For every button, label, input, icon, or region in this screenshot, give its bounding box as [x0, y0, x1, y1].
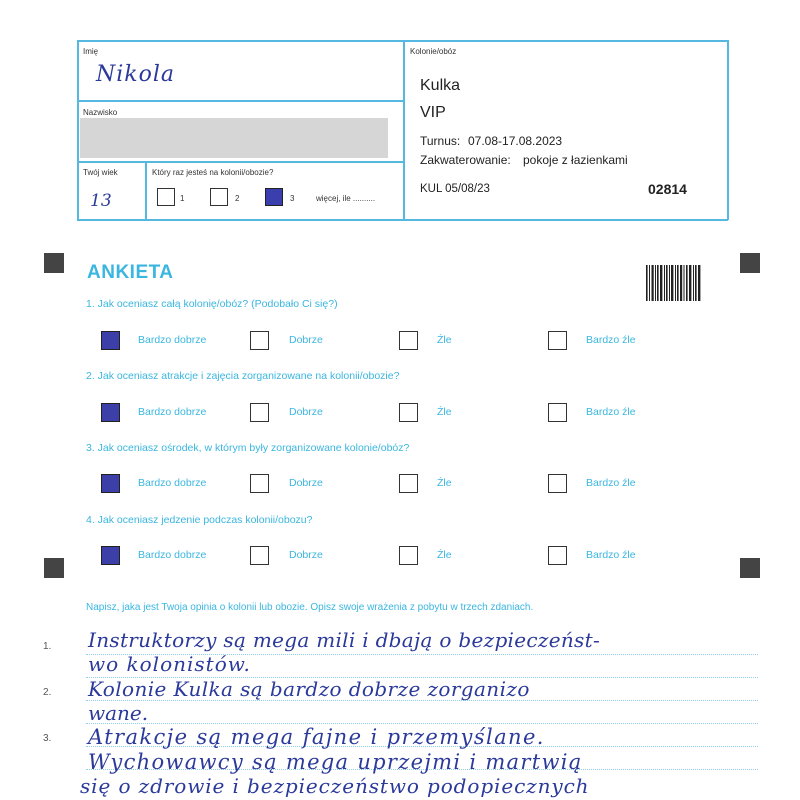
- handwritten-line-4: wane.: [88, 701, 149, 725]
- zakwaterowanie-value: pokoje z łazienkami: [523, 153, 628, 167]
- q4-checkbox-bardzo-dobrze[interactable]: [101, 546, 120, 565]
- line-number-1: 1.: [43, 641, 52, 652]
- q2-checkbox-bardzo-dobrze[interactable]: [101, 403, 120, 422]
- q1-checkbox-bardzo-dobrze[interactable]: [101, 331, 120, 350]
- q4-checkbox-dobrze[interactable]: [250, 546, 269, 565]
- handwritten-line-1: Instruktorzy są mega mili i dbają o bezpieczeńst-: [88, 628, 601, 652]
- ktory-raz-checkbox-3[interactable]: [265, 188, 283, 206]
- q3-checkbox-zle[interactable]: [399, 474, 418, 493]
- writing-line: [86, 723, 758, 724]
- q1-label-dobrze: Dobrze: [289, 334, 323, 346]
- question-text: 2. Jak oceniasz atrakcje i zajęcia zorganizowane na kolonii/obozie?: [86, 370, 400, 382]
- registration-marker-top-right: [740, 253, 760, 273]
- q2-checkbox-zle[interactable]: [399, 403, 418, 422]
- ktory-raz-option-1: 1: [180, 194, 185, 203]
- ktory-raz-checkbox-2[interactable]: [210, 188, 228, 206]
- ktory-raz-option-2: 2: [235, 194, 240, 203]
- handwritten-line-3: Kolonie Kulka są bardzo dobrze zorganizo: [88, 677, 530, 701]
- ktory-raz-checkbox-1[interactable]: [157, 188, 175, 206]
- q3-label-bardzo-dobrze: Bardzo dobrze: [138, 477, 207, 489]
- q2-label-zle: Źle: [437, 406, 452, 418]
- q2-label-dobrze: Dobrze: [289, 406, 323, 418]
- q3-checkbox-bardzo-dobrze[interactable]: [101, 474, 120, 493]
- question-text: 1. Jak oceniasz całą kolonię/obóz? (Podobało Ci się?): [86, 298, 338, 310]
- kolonie-label: Kolonie/obóz: [410, 47, 457, 56]
- nazwisko-redacted: [80, 118, 388, 158]
- q4-checkbox-bardzo-zle[interactable]: [548, 546, 567, 565]
- wiek-value[interactable]: 13: [90, 191, 112, 211]
- camp-code: KUL 05/08/23: [420, 183, 490, 195]
- turnus-label: Turnus:: [420, 134, 461, 148]
- q3-label-dobrze: Dobrze: [289, 477, 323, 489]
- q1-label-bardzo-dobrze: Bardzo dobrze: [138, 334, 207, 346]
- q3-label-bardzo-zle: Bardzo źle: [586, 477, 636, 489]
- q2-checkbox-dobrze[interactable]: [250, 403, 269, 422]
- camp-name: Kulka: [420, 77, 461, 94]
- q1-checkbox-dobrze[interactable]: [250, 331, 269, 350]
- wiek-label: Twój wiek: [83, 168, 118, 177]
- nazwisko-label: Nazwisko: [83, 108, 118, 117]
- opinion-prompt: Napisz, jaka jest Twoja opinia o kolonii lub obozie. Opisz swoje wrażenia z pobytu w trzech zdaniach.: [86, 602, 534, 613]
- barcode-icon: [646, 265, 701, 301]
- ktory-raz-option-3: 3: [290, 194, 295, 203]
- q1-checkbox-zle[interactable]: [399, 331, 418, 350]
- q4-label-zle: Źle: [437, 549, 452, 561]
- q3-checkbox-dobrze[interactable]: [250, 474, 269, 493]
- imie-label: Imię: [83, 47, 99, 56]
- q2-label-bardzo-zle: Bardzo źle: [586, 406, 636, 418]
- camp-type: VIP: [420, 104, 446, 121]
- survey-title: ANKIETA: [87, 262, 174, 283]
- line-number-3: 3.: [43, 733, 52, 744]
- q4-label-bardzo-dobrze: Bardzo dobrze: [138, 549, 207, 561]
- registration-marker-bottom-left: [44, 558, 64, 578]
- zakwaterowanie-label: Zakwaterowanie:: [420, 153, 511, 167]
- question-text: 4. Jak oceniasz jedzenie podczas kolonii/obozu?: [86, 514, 313, 526]
- q3-checkbox-bardzo-zle[interactable]: [548, 474, 567, 493]
- registration-marker-top-left: [44, 253, 64, 273]
- q3-label-zle: Źle: [437, 477, 452, 489]
- turnus-value: 07.08-17.08.2023: [468, 134, 563, 148]
- question-text: 3. Jak oceniasz ośrodek, w którym były zorganizowane kolonie/obóz?: [86, 442, 410, 454]
- q1-label-bardzo-zle: Bardzo źle: [586, 334, 636, 346]
- ktory-raz-label: Który raz jesteś na kolonii/obozie?: [152, 168, 274, 177]
- handwritten-line-7: się o zdrowie i bezpieczeństwo podopiecznych: [80, 774, 590, 798]
- handwritten-line-6: Wychowawcy są mega uprzejmi i martwią: [88, 750, 583, 774]
- imie-value[interactable]: Nikola: [96, 62, 176, 87]
- q4-checkbox-zle[interactable]: [399, 546, 418, 565]
- form-number: 02814: [648, 181, 687, 197]
- line-number-2: 2.: [43, 687, 52, 698]
- registration-marker-bottom-right: [740, 558, 760, 578]
- q4-label-dobrze: Dobrze: [289, 549, 323, 561]
- handwritten-line-5: Atrakcje są mega fajne i przemyślane.: [88, 725, 545, 749]
- q2-label-bardzo-dobrze: Bardzo dobrze: [138, 406, 207, 418]
- handwritten-line-2: wo kolonistów.: [88, 652, 251, 676]
- q4-label-bardzo-zle: Bardzo źle: [586, 549, 636, 561]
- q1-checkbox-bardzo-zle[interactable]: [548, 331, 567, 350]
- q2-checkbox-bardzo-zle[interactable]: [548, 403, 567, 422]
- wiecej-label: więcej, ile ..........: [316, 194, 376, 203]
- q1-label-zle: Źle: [437, 334, 452, 346]
